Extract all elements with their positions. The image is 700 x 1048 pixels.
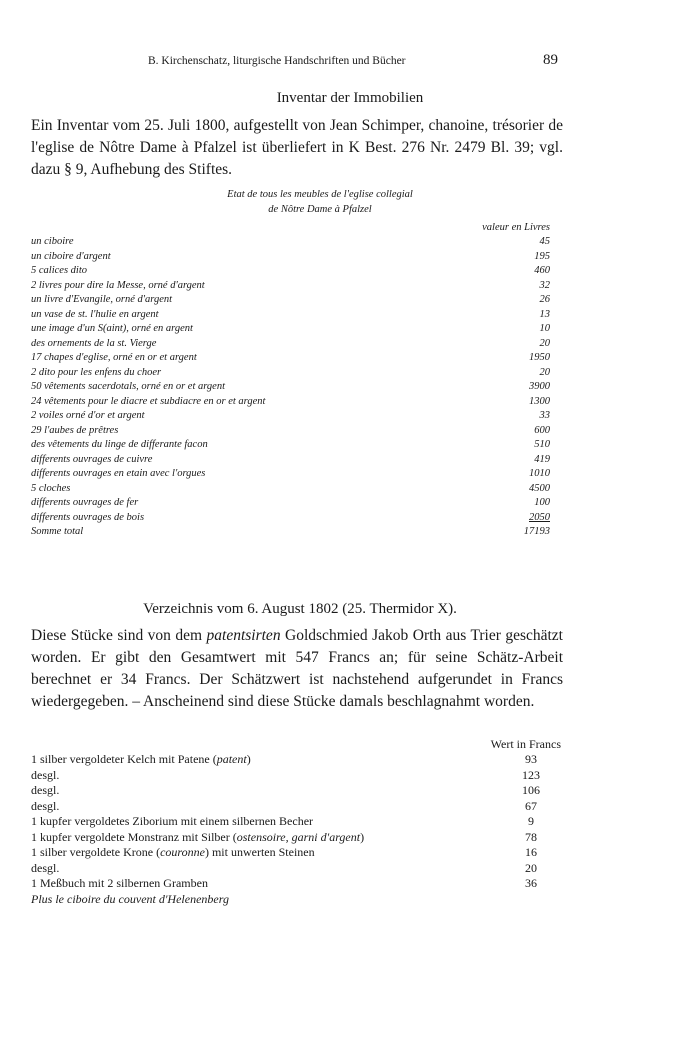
total-value: 17193 [523, 526, 550, 537]
item-description [31, 799, 59, 815]
total-label: Somme total [31, 526, 84, 537]
item-label: des ornements de la st. Vierge [31, 337, 157, 349]
table-row [31, 467, 550, 482]
paragraph-part1: Diese Stücke sind von dem [31, 627, 207, 644]
table-row [31, 752, 561, 768]
item-text: desgl. [31, 767, 60, 782]
paragraph-italic: patentsirten [206, 627, 281, 644]
item-italic: couronne [160, 845, 205, 859]
inventory-1802-table [31, 737, 561, 907]
item-value: 510 [534, 439, 550, 450]
value-column-header: valeur en Livres [482, 222, 550, 233]
item-tail: ) [246, 752, 251, 766]
item-value: 26 [539, 294, 550, 305]
table-row [31, 783, 561, 799]
table-row [31, 409, 550, 424]
item-label: 50 vêtements sacerdotals, orné en or et argent [31, 381, 226, 392]
table-row [31, 799, 561, 815]
item-value: 460 [534, 265, 550, 276]
item-label: un ciboire d'argent [31, 250, 111, 262]
item-value: 20 [525, 860, 537, 875]
table-row [31, 395, 550, 410]
item-label: un ciboire [31, 236, 74, 247]
item-value: 419 [534, 453, 550, 465]
item-text: 1 silber vergoldete Krone ( [31, 845, 161, 859]
item-label: 5 calices dito [31, 265, 87, 276]
etat-title-line1: Etat de tous les meubles de l'eglise collegial [227, 189, 413, 200]
table-row [31, 279, 550, 294]
item-tail: ) [360, 829, 365, 844]
table-row [31, 768, 561, 784]
section-heading-inventar: Inventar der Immobilien [276, 90, 424, 106]
item-value: 195 [534, 250, 550, 262]
table-row [31, 250, 550, 265]
item-value: 1300 [529, 395, 550, 407]
item-value: 20 [539, 366, 550, 378]
item-label: 29 l'aubes de prêtres [31, 424, 119, 436]
item-value: 9 [528, 814, 534, 828]
table-row [31, 438, 550, 453]
item-value: 4500 [529, 482, 550, 494]
table-row [31, 482, 550, 497]
item-value: 16 [525, 845, 537, 859]
table-row [31, 876, 561, 892]
item-text: 1 silber vergoldeter Kelch mit Patene ( [31, 752, 217, 766]
wert-column-header: Wert in Francs [490, 737, 561, 751]
item-label: un vase de st. l'hulie en argent [31, 308, 159, 320]
item-value: 123 [522, 767, 540, 782]
table-row [31, 235, 550, 250]
item-label: differents ouvrages de bois [31, 511, 145, 523]
table-row [31, 453, 550, 468]
item-label: 2 voiles orné d'or et argent [31, 410, 145, 421]
item-label: differents ouvrages en etain avec l'orgues [31, 468, 206, 479]
item-value: 36 [525, 876, 537, 890]
table-row [31, 861, 561, 877]
etat-title-line2: de Nôtre Dame à Pfalzel [268, 204, 372, 215]
table-row [31, 351, 550, 366]
item-value: 2050 [529, 511, 550, 523]
item-description [31, 830, 364, 846]
item-description [31, 814, 313, 830]
item-label: 17 chapes d'eglise, orné en or et argent [31, 352, 197, 363]
item-label: 2 dito pour les enfens du choer [31, 366, 162, 378]
table-row [31, 496, 550, 511]
intro-paragraph: Ein Inventar vom 25. Juli 1800, aufgestellt von Jean Schimper, chanoine, trésorier de l'eglise de Nôtre Dame à Pfalzel ist überliefert in K Best. 276 Nr. 2479 Bl. 39; vgl. dazu § 9, Aufhebung des Stiftes. [31, 117, 563, 178]
table-row [31, 511, 550, 526]
total-row [31, 525, 550, 540]
item-text: desgl. [31, 860, 60, 875]
item-value: 10 [539, 323, 550, 334]
item-value: 13 [539, 308, 550, 320]
item-description [31, 783, 59, 799]
item-label: des vêtements du linge de differante facon [31, 439, 208, 450]
table-row [31, 845, 561, 861]
item-label: differents ouvrages de cuivre [31, 453, 153, 465]
item-value: 20 [539, 337, 550, 349]
table-row [31, 830, 561, 846]
item-description [31, 845, 315, 861]
item-text: 1 kupfer vergoldete Monstranz mit Silber ( [31, 829, 237, 844]
table-row [31, 424, 550, 439]
item-label: une image d'un S(aint), orné en argent [31, 323, 193, 334]
section-heading-verzeichnis: Verzeichnis vom 6. August 1802 (25. Thermidor X). [143, 601, 457, 617]
item-description [31, 861, 59, 877]
running-head: B. Kirchenschatz, liturgische Handschriften und Bücher [148, 55, 406, 67]
table-row [31, 814, 561, 830]
item-value: 106 [522, 783, 540, 797]
item-value: 600 [534, 424, 550, 436]
paragraph-part2: Goldschmied Jakob Orth aus Trier geschätzt worden. Er gibt den Gesamtwert mit 547 Francs an; für seine Schätz-Arbeit berechnet er 34 Francs. Der Schätzwert ist nachstehend aufgerundet in Francs wiedergegeben. – Anscheinend sind diese Stücke damals beschlagnahmt worden. [31, 627, 563, 710]
item-description [31, 876, 208, 892]
footnote-line: Plus le ciboire du couvent d'Helenenberg [31, 891, 229, 906]
item-value: 93 [525, 752, 537, 766]
item-text: 1 Meßbuch mit 2 silbernen Gramben [31, 876, 208, 890]
item-value: 1950 [529, 352, 550, 363]
item-italic: ostensoire, garni d'argent [236, 829, 361, 844]
page-number: 89 [543, 52, 558, 68]
item-description [31, 752, 251, 768]
item-value: 78 [525, 829, 537, 844]
verzeichnis-paragraph [31, 625, 563, 713]
item-text: 1 kupfer vergoldetes Ziborium mit einem silbernen Becher [31, 814, 314, 828]
table-row [31, 337, 550, 352]
item-tail: ) mit unwerten Steinen [204, 845, 315, 859]
item-value: 3900 [529, 381, 550, 392]
table-row [31, 380, 550, 395]
item-value: 33 [539, 410, 550, 421]
item-label: 24 vêtements pour le diacre et subdiacre en or et argent [31, 395, 266, 407]
item-value: 45 [539, 236, 550, 247]
table-row [31, 264, 550, 279]
item-label: 5 cloches [31, 482, 71, 494]
item-value: 100 [534, 497, 550, 508]
etat-title [0, 187, 640, 217]
table-row [31, 293, 550, 308]
table-row [31, 366, 550, 381]
item-description [31, 768, 59, 784]
item-label: un livre d'Evangile, orné d'argent [31, 294, 173, 305]
item-text: desgl. [31, 798, 60, 813]
table-row [31, 322, 550, 337]
item-italic: patent [216, 752, 247, 766]
item-label: differents ouvrages de fer [31, 497, 139, 508]
item-label: 2 livres pour dire la Messe, orné d'argent [31, 279, 205, 291]
item-text: desgl. [31, 783, 60, 797]
table-row [31, 308, 550, 323]
item-value: 67 [525, 798, 537, 813]
item-value: 32 [539, 279, 550, 291]
inventory-1800-table [31, 222, 550, 540]
item-value: 1010 [529, 468, 550, 479]
